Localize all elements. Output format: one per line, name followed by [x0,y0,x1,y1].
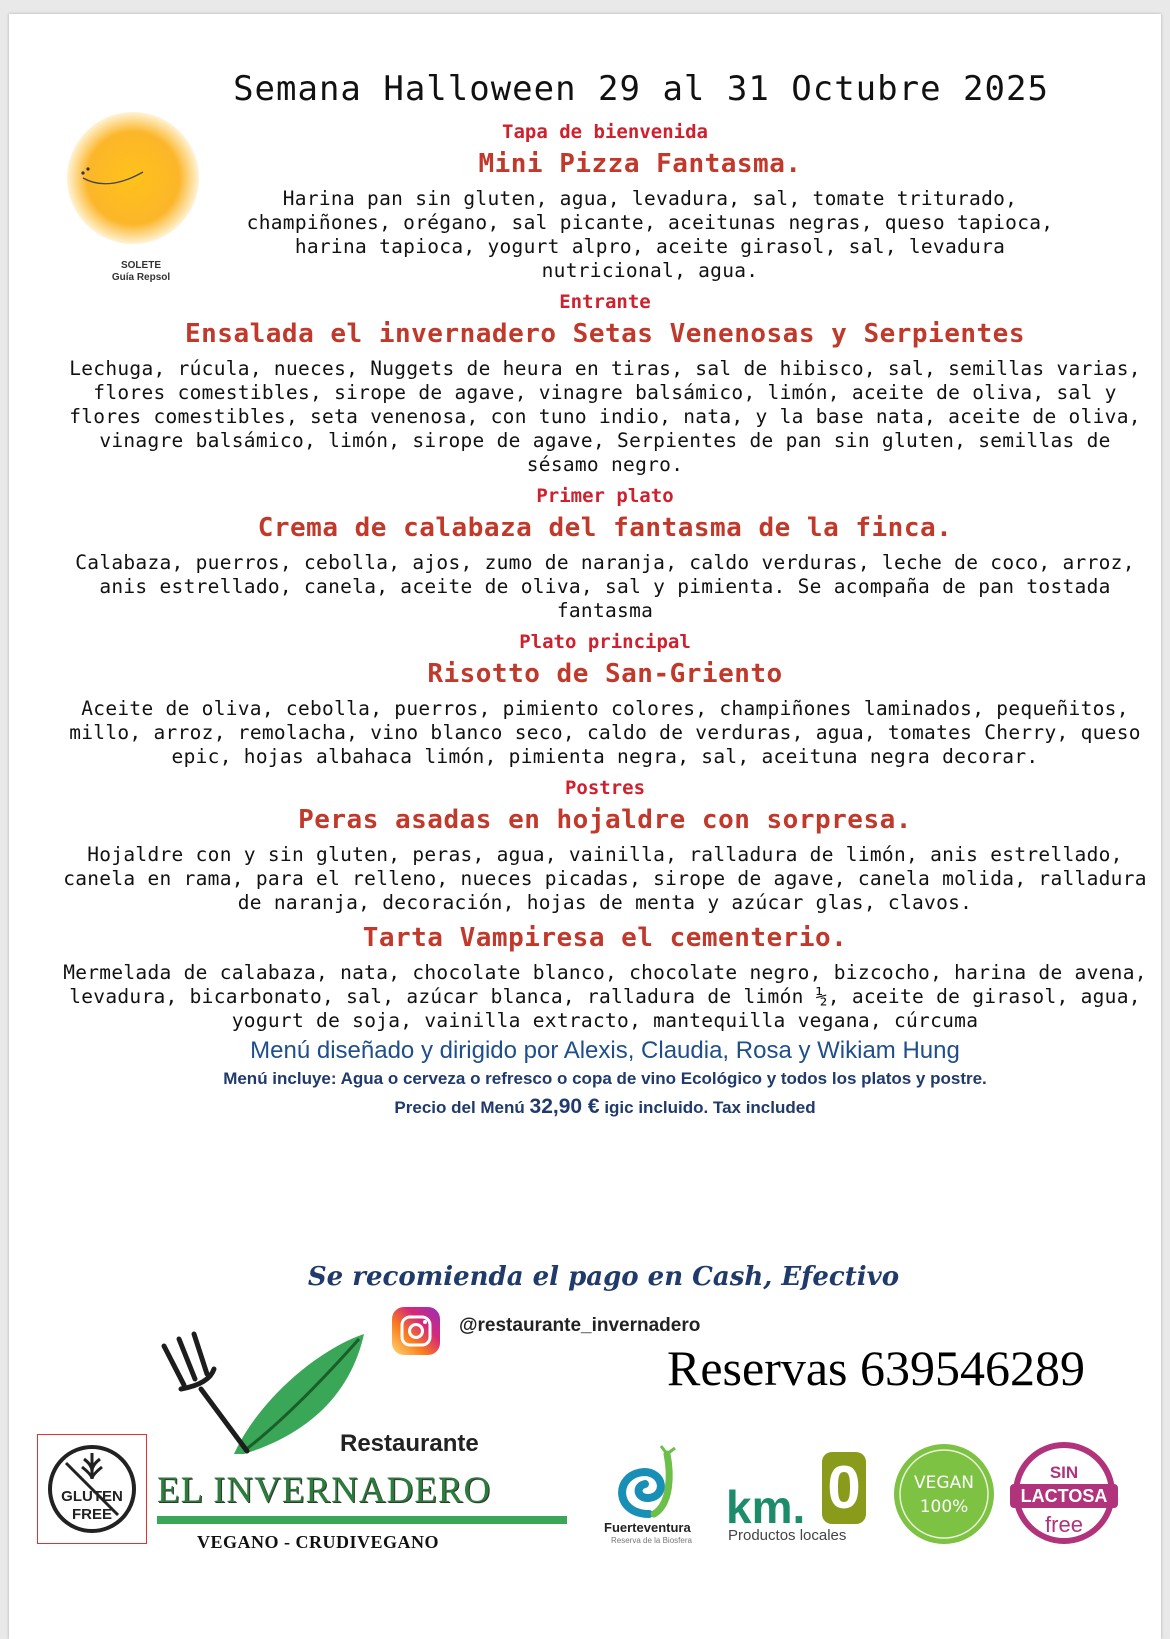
dish-name: Tarta Vampiresa el cementerio. [362,923,848,953]
section-plato-principal [61,631,1149,769]
section-primer-plato [61,485,1149,623]
reservations-phone: Reservas 639546289 [667,1340,1085,1396]
brand-underline [157,1516,567,1524]
price-prefix: Precio del Menú [394,1098,525,1117]
payment-note: Se recomienda el pago en Cash, Efectivo [307,1262,900,1292]
solete-label: SOLETE [120,260,161,271]
section-postres [61,777,1149,915]
brand-name: EL INVERNADERO [157,1470,492,1511]
price-amount: 32,90 € [529,1095,600,1118]
menu-credits: Menú diseñado y dirigido por Alexis, Claudia, Rosa y Wikiam Hung [250,1037,960,1064]
section-label: Primer plato [536,485,674,507]
km-label: km. [726,1481,806,1533]
menu-price [61,1095,1149,1119]
lactose-free-label: free [1045,1512,1083,1537]
menu-page [9,14,1161,1639]
sin-label: SIN [1049,1463,1079,1482]
dish-name: Ensalada el invernadero Setas Venenosas y Serpientes [185,319,1025,349]
section-postre-2 [61,923,1149,1033]
dish-name: Mini Pizza Fantasma. [478,149,802,179]
brand-subtitle: VEGANO - CRUDIVEGANO [197,1532,440,1552]
section-label: Entrante [559,291,651,313]
dish-description: Harina pan sin gluten, agua, levadura, sal, tomate triturado, champiñones, orégano, sal picante, aceitunas negras, queso tapioca, harina tapioca, yogurt alpro, aceite girasol, sal, levadura nutricional, agua. [246,187,1054,282]
instagram-icon[interactable] [391,1306,441,1356]
dish-name: Peras asadas en hojaldre con sorpresa. [298,805,912,835]
km-subtitle: Productos locales [728,1527,847,1544]
fuerteventura-snail-icon [609,1444,689,1519]
section-entrante [61,291,1149,477]
fuerteventura-label: Fuerteventura [604,1520,691,1535]
section-tapa [61,121,1149,283]
menu-includes: Menú incluye: Agua o cerveza o refresco o copa de vino Ecológico y todos los platos y postre. [223,1069,987,1088]
gluten-label: GLUTEN [61,1488,123,1505]
free-label: FREE [71,1506,113,1523]
vegan-badge-icon [891,1442,997,1546]
instagram-handle[interactable]: @restaurante_invernadero [459,1315,701,1336]
guia-repsol-label: Guía Repsol [111,272,171,283]
dish-name: Risotto de San-Griento [427,659,783,689]
dish-name: Crema de calabaza del fantasma de la finca. [257,513,953,543]
vegan-percent-label: 100% [919,1497,969,1517]
dish-description: Hojaldre con y sin gluten, peras, agua, vainilla, ralladura de limón, anis estrellado, canela en rama, para el relleno, nueces picadas, sirope de agave, canela molida, ralladura de naranja, decoración, hojas de menta y azúcar glas, clavos. [63,843,1147,914]
gluten-free-icon [38,1435,146,1543]
dish-description: Lechuga, rúcula, nueces, Nuggets de heura en tiras, sal de hibisco, sal, semillas varias, flores comestibles, sirope de agave, vinagre balsámico, limón, aceite de oliva, sal y flores comestibles, seta venenosa, con tuno indio, nata, y la base nata, aceite de oliva, vinagre balsámico, limón, sirope de agave, Serpientes de pan sin gluten, semillas de sésamo negro. [69,357,1141,476]
price-suffix: igic incluido. Tax included [604,1098,816,1117]
section-label: Tapa de bienvenida [502,121,708,143]
section-label: Postres [564,777,646,799]
biosphere-label: Reserva de la Biosfera [611,1536,692,1545]
page-title: Semana Halloween 29 al 31 Octubre 2025 [233,69,1049,109]
dish-description: Calabaza, puerros, cebolla, ajos, zumo de naranja, caldo verduras, leche de coco, arroz, anis estrellado, canela, aceite de oliva, sal y pimienta. Se acompaña de pan tostada fantasma [75,551,1135,622]
gluten-free-badge [37,1434,147,1544]
vegan-label: VEGAN [914,1473,974,1493]
brand-restaurante: Restaurante [340,1430,479,1457]
menu-body [61,117,1149,1119]
lactosa-label: LACTOSA [1020,1486,1108,1506]
km-zero-badge: 0 [822,1452,866,1524]
dish-description: Aceite de oliva, cebolla, puerros, pimiento colores, champiñones laminados, pequeñitos, millo, arroz, remolacha, vino blanco seco, caldo de verduras, agua, tomates Cherry, queso epic, hojas albahaca limón, pimienta negra, sal, aceituna negra decorar. [69,697,1141,768]
dish-description: Mermelada de calabaza, nata, chocolate blanco, chocolate negro, bizcocho, harina de avena, levadura, bicarbonato, sal, azúcar blanca, ralladura de limón ½, aceite de girasol, agua, yogurt de soja, vainilla extracto, mantequilla vegana, cúrcuma [63,961,1147,1032]
section-label: Plato principal [519,631,691,653]
lactose-free-icon [1008,1440,1120,1546]
